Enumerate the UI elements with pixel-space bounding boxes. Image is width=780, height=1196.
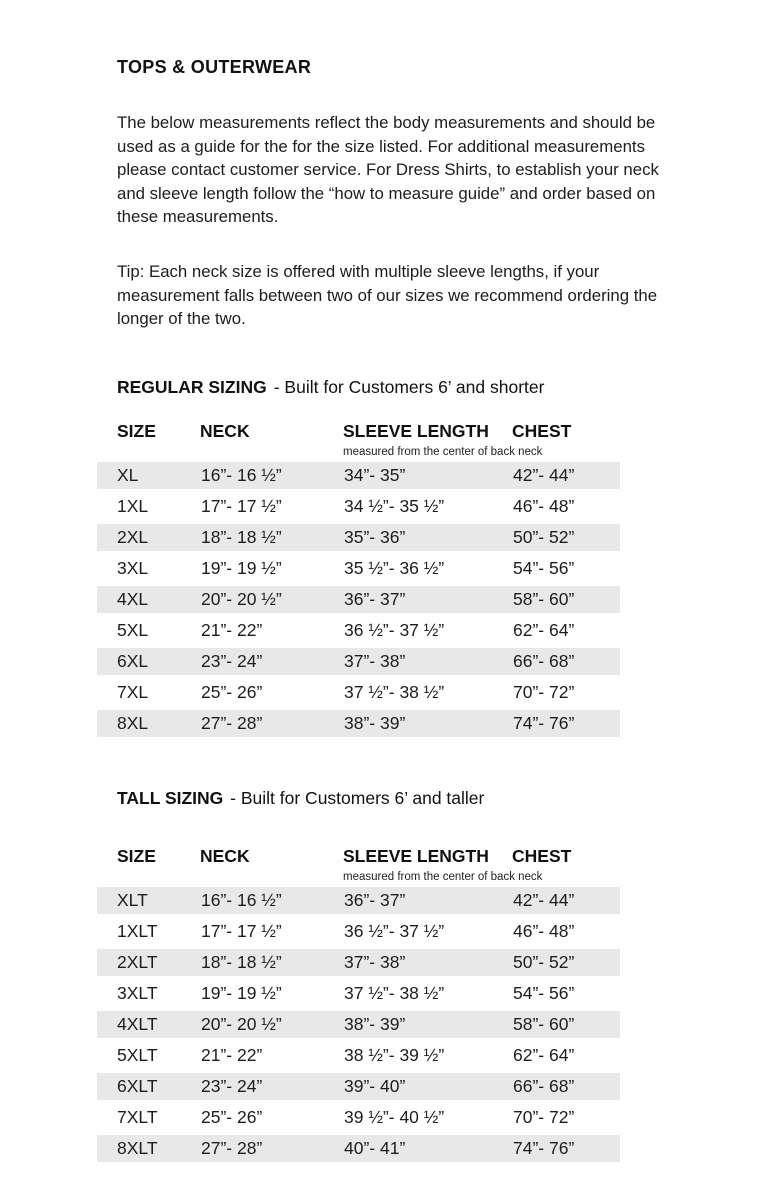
table-row: [97, 679, 620, 706]
table-cell: 17”- 17 ½”: [201, 920, 282, 941]
table-cell: 36 ½”- 37 ½”: [344, 920, 445, 941]
sleeve-length-note: measured from the center of back neck: [343, 870, 543, 883]
table-cell: 8XL: [97, 710, 200, 737]
table-cell: 1XLT: [117, 920, 158, 941]
regular-sizing-heading-bold: REGULAR SIZING: [117, 376, 267, 397]
table-cell: 38 ½”- 39 ½”: [344, 1044, 445, 1065]
intro-text: The below measurements reflect the body measurements and should be used as a guide for the for the size listed. For additional measurements please contact customer service. For Dress Shirts, to establish your neck and sleeve length follow the “how to measure guide” and order based on these measurements.: [117, 113, 659, 227]
column-header-sleeve-length-label: SLEEVE LENGTH: [343, 845, 489, 866]
table-cell: 3XLT: [117, 982, 158, 1003]
table-cell: 20”- 20 ½”: [200, 586, 343, 613]
table-cell: 58”- 60”: [512, 1011, 620, 1038]
column-header-neck: NECK: [200, 845, 250, 866]
table-cell: 4XL: [97, 586, 200, 613]
column-header-size: SIZE: [117, 845, 156, 866]
table-cell: 34”- 35”: [343, 462, 512, 489]
table-cell: 25”- 26”: [201, 1106, 263, 1127]
table-cell: 54”- 56”: [513, 557, 575, 578]
table-cell: 38”- 39”: [343, 710, 512, 737]
table-cell: 2XLT: [97, 949, 200, 976]
table-row: [97, 918, 620, 945]
table-cell: 18”- 18 ½”: [200, 949, 343, 976]
table-cell: 6XL: [97, 648, 200, 675]
table-row: [97, 980, 620, 1007]
table-cell: 8XLT: [97, 1135, 200, 1162]
table-cell: 62”- 64”: [513, 1044, 575, 1065]
table-cell: 25”- 26”: [201, 681, 263, 702]
table-row: [97, 1073, 620, 1100]
table-cell: 19”- 19 ½”: [201, 557, 282, 578]
table-cell: 37 ½”- 38 ½”: [344, 982, 445, 1003]
column-header-sleeve-length-label: SLEEVE LENGTH: [343, 420, 489, 441]
regular-sizing-table: [97, 417, 620, 741]
table-cell: 37 ½”- 38 ½”: [344, 681, 445, 702]
table-cell: XLT: [97, 887, 200, 914]
table-cell: 4XLT: [97, 1011, 200, 1038]
table-row: [97, 493, 620, 520]
table-cell: 46”- 48”: [513, 920, 575, 941]
table-row: [97, 617, 620, 644]
table-cell: 27”- 28”: [200, 1135, 343, 1162]
table-row: [97, 949, 620, 976]
tip-text: Tip: Each neck size is offered with multiple sleeve lengths, if your measurement falls between two of our sizes we recommend ordering the longer of the two.: [117, 262, 658, 329]
table-cell: 74”- 76”: [512, 710, 620, 737]
column-header-size: SIZE: [117, 420, 156, 441]
table-row: [97, 1042, 620, 1069]
table-row: [97, 648, 620, 675]
table-cell: 20”- 20 ½”: [200, 1011, 343, 1038]
table-cell: 16”- 16 ½”: [200, 887, 343, 914]
column-header-neck: NECK: [200, 420, 250, 441]
table-cell: 62”- 64”: [513, 619, 575, 640]
table-row: [97, 1104, 620, 1131]
regular-sizing-table-body: [97, 462, 620, 737]
table-cell: 40”- 41”: [343, 1135, 512, 1162]
table-cell: 23”- 24”: [200, 648, 343, 675]
table-cell: 3XL: [117, 557, 149, 578]
table-cell: 17”- 17 ½”: [201, 495, 282, 516]
table-cell: 1XL: [117, 495, 149, 516]
table-cell: 70”- 72”: [513, 681, 575, 702]
table-row: [97, 555, 620, 582]
table-cell: 35 ½”- 36 ½”: [344, 557, 445, 578]
column-header-chest: CHEST: [512, 845, 572, 866]
table-cell: 34 ½”- 35 ½”: [344, 495, 445, 516]
table-cell: 58”- 60”: [512, 586, 620, 613]
table-cell: 37”- 38”: [343, 648, 512, 675]
tall-sizing-heading-rest: - Built for Customers 6’ and taller: [230, 787, 485, 808]
table-cell: 38”- 39”: [343, 1011, 512, 1038]
table-cell: 66”- 68”: [512, 648, 620, 675]
table-cell: 54”- 56”: [513, 982, 575, 1003]
table-row: [97, 586, 620, 613]
regular-sizing-heading-rest: - Built for Customers 6’ and shorter: [273, 376, 545, 397]
table-cell: 7XLT: [117, 1106, 158, 1127]
table-cell: 36”- 37”: [343, 887, 512, 914]
regular-sizing-table-header: [97, 421, 620, 458]
column-header-chest: CHEST: [512, 420, 572, 441]
table-cell: 19”- 19 ½”: [201, 982, 282, 1003]
table-cell: 2XL: [97, 524, 200, 551]
table-cell: 5XLT: [117, 1044, 158, 1065]
table-cell: 27”- 28”: [200, 710, 343, 737]
tall-sizing-table-body: [97, 887, 620, 1162]
table-cell: 66”- 68”: [512, 1073, 620, 1100]
table-cell: 39 ½”- 40 ½”: [344, 1106, 445, 1127]
table-cell: 70”- 72”: [513, 1106, 575, 1127]
table-cell: 21”- 22”: [201, 1044, 263, 1065]
header-row: [97, 846, 620, 883]
table-cell: XL: [97, 462, 200, 489]
table-cell: 23”- 24”: [200, 1073, 343, 1100]
sleeve-length-note: measured from the center of back neck: [343, 445, 543, 458]
table-cell: 35”- 36”: [343, 524, 512, 551]
regular-sizing-heading: [117, 377, 720, 398]
table-cell: 18”- 18 ½”: [200, 524, 343, 551]
table-cell: 16”- 16 ½”: [200, 462, 343, 489]
table-cell: 7XL: [117, 681, 149, 702]
table-row: [97, 710, 620, 737]
table-cell: 42”- 44”: [512, 887, 620, 914]
table-cell: 36”- 37”: [343, 586, 512, 613]
table-row: [97, 1011, 620, 1038]
table-cell: 37”- 38”: [343, 949, 512, 976]
table-cell: 21”- 22”: [201, 619, 263, 640]
table-row: [97, 887, 620, 914]
table-cell: 74”- 76”: [512, 1135, 620, 1162]
table-cell: 5XL: [117, 619, 149, 640]
tall-sizing-heading-bold: TALL SIZING: [117, 787, 224, 808]
table-cell: 36 ½”- 37 ½”: [344, 619, 445, 640]
tall-sizing-table-header: [97, 846, 620, 883]
table-row: [97, 462, 620, 489]
page-title: TOPS & OUTERWEAR: [117, 57, 312, 78]
tall-sizing-heading: [117, 788, 720, 809]
table-row: [97, 524, 620, 551]
table-row: [97, 1135, 620, 1162]
table-cell: 50”- 52”: [512, 949, 620, 976]
table-cell: 46”- 48”: [513, 495, 575, 516]
header-row: [97, 421, 620, 458]
table-cell: 42”- 44”: [512, 462, 620, 489]
table-cell: 6XLT: [97, 1073, 200, 1100]
table-cell: 50”- 52”: [512, 524, 620, 551]
tall-sizing-table: [97, 842, 620, 1166]
table-cell: 39”- 40”: [343, 1073, 512, 1100]
